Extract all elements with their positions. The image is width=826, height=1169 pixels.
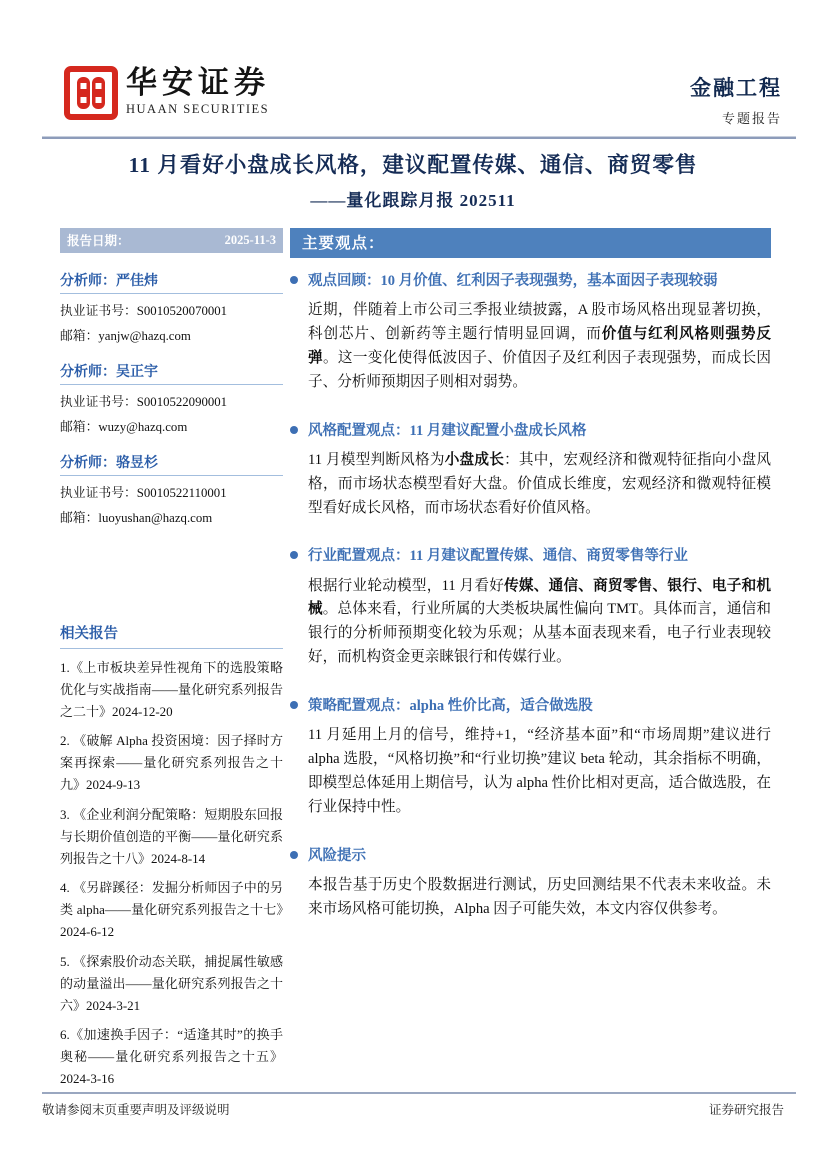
brand-name-en: HUAAN SECURITIES [126,101,270,116]
body-text: ：其中，宏观经济和微观特征指向小盘风格，而市场状态模型看好大盘。价值成长维度，宏观经济和微观特征模型看好成长风格，而市场状态看好价值风格。 [308,451,771,516]
section-heading: 风险提示 [308,847,366,864]
analyst-name: 分析师：吴正宇 [60,361,283,385]
bold-text: 价值与红利风格则强势反弹 [308,325,771,366]
section-paragraph [308,874,771,922]
related-reports-list [60,657,283,1090]
analyst-cert: 执业证书号：S0010522110001 [60,486,227,500]
report-date-bar [60,228,283,253]
analyst-block [60,361,283,435]
body-text: 近期，伴随着上市公司三季报业绩披露，A 股市场风格出现显著切换，科创芯片、创新药等主题行情明显回调，而 [308,302,771,342]
related-reports-title: 相关报告 [60,622,283,649]
section-paragraph [308,449,771,521]
bold-text: 传媒、通信、商贸零售、银行、电子和机械 [308,577,771,618]
section-heading: 风格配置观点：11 月建议配置小盘成长风格 [308,422,587,439]
section-paragraph [308,724,771,820]
report-category-block [690,72,782,127]
body-text: 11 月延用上月的信号，维持+1，“经济基本面”和“市场周期”建议进行 alpha 选股，“风格切换”和“行业切换”建议 beta 轮动，其余指标不明确，即模型总体延用上期信号，认为 alpha 性价比相对更高，适合做选股，在行业保持中性。 [308,727,771,815]
related-report-item: 5. 《探索股价动态关联，捕捉属性敏感的动量溢出——量化研究系列报告之十六》2024-3-21 [60,953,283,1013]
main-content [290,228,771,948]
analyst-cert: 执业证书号：S0010522090001 [60,395,228,409]
analyst-list [60,270,283,526]
body-text: 本报告基于历史个股数据进行测试，历史回测结果不代表未来收益。未来市场风格可能切换，Alpha 因子可能失效，本文内容仅供参考。 [308,876,771,917]
report-category: 金融工程 [690,76,782,100]
analyst-name: 分析师：严佳炜 [60,270,283,294]
brand-logo [64,66,270,120]
section-paragraph [308,299,771,395]
bullet-icon [290,426,298,434]
bullet-icon [290,276,298,284]
footer-doc-type: 证券研究报告 [708,1103,784,1117]
key-points-sections [290,271,771,922]
analyst-block [60,270,283,344]
report-title: 11 月看好小盘成长风格，建议配置传媒、通信、商贸零售 [128,153,698,177]
related-report-item: 3. 《企业利润分配策略：短期股东回报与长期价值创造的平衡——量化研究系列报告之十八》2024-8-14 [60,806,283,866]
key-point-section [290,546,771,670]
related-report-item: 4. 《另辟蹊径：发掘分析师因子中的另类 alpha——量化研究系列报告之十七》2024-6-12 [60,880,283,940]
report-subtitle: ——量化跟踪月报 202511 [310,191,516,210]
analyst-cert: 执业证书号：S0010520070001 [60,304,228,318]
key-point-section [290,696,771,820]
header-divider [42,136,796,139]
bullet-icon [290,701,298,709]
analyst-email: 邮箱：yanjw@hazq.com [60,329,191,343]
huaan-seal-icon [64,66,118,120]
footer-disclaimer: 敬请参阅末页重要声明及评级说明 [42,1103,230,1117]
body-text: 。总体来看，行业所属的大类板块属性偏向 TMT。具体而言，通信和银行的分析师预期变化较为乐观；从基本面表现来看，电子行业表现较好，而机构资金更亲睐银行和传媒行业。 [308,601,771,666]
brand-name-cn: 华安证券 [126,65,270,101]
related-report-item: 1.《上市板块差异性视角下的选股策略优化与实战指南——量化研究系列报告之二十》2024-12-20 [60,660,283,719]
related-reports [60,622,283,1090]
body-text: 。这一变化使得低波因子、价值因子及红利因子表现强势，而成长因子、分析师预期因子则相对弱势。 [308,349,771,390]
analyst-name: 分析师：骆昱杉 [60,452,283,476]
related-report-item: 2. 《破解 Alpha 投资困境：因子择时方案再探索——量化研究系列报告之十九》2024-9-13 [60,733,283,793]
report-date-label: 报告日期： [67,234,130,248]
section-heading: 行业配置观点：11 月建议配置传媒、通信、商贸零售等行业 [308,548,688,565]
bullet-icon [290,851,298,859]
key-point-section [290,421,771,521]
key-point-section [290,271,771,395]
bold-text: 小盘成长 [444,451,505,468]
body-text: 根据行业轮动模型，11 月看好 [308,577,505,594]
analyst-email: 邮箱：wuzy@hazq.com [60,420,188,434]
report-type: 专题报告 [721,111,782,126]
report-date-value: 2025-11-3 [224,232,276,247]
brand-name [126,66,270,117]
body-text: 11 月模型判断风格为 [308,451,445,468]
key-points-header: 主要观点： [290,228,771,258]
sidebar [60,228,283,1090]
related-report-item: 6.《加速换手因子：“适逢其时”的换手奥秘——量化研究系列报告之十五》2024-3-16 [60,1027,283,1087]
section-paragraph [308,575,771,671]
section-heading: 策略配置观点：alpha 性价比高，适合做选股 [308,698,593,715]
section-heading: 观点回顾：10 月价值、红利因子表现强势，基本面因子表现较弱 [308,273,718,289]
key-point-section [290,846,771,922]
analyst-email: 邮箱：luoyushan@hazq.com [60,511,213,525]
analyst-block [60,452,283,526]
footer-divider [42,1092,796,1094]
bullet-icon [290,551,298,559]
